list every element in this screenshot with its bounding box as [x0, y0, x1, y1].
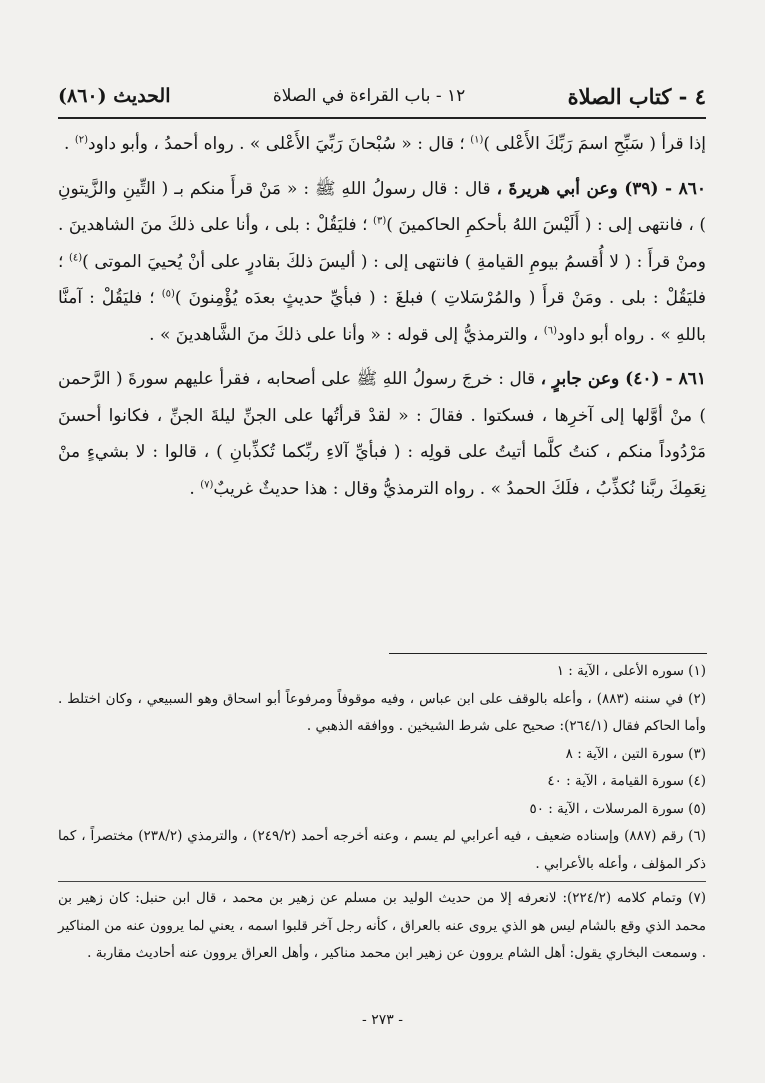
hadith-number: ٨٦٠ - (٣٩) وعن أبي هريرةَ ،	[496, 178, 706, 199]
footnote-ref: (٣)	[373, 215, 387, 227]
paragraph-continuation	[58, 126, 706, 163]
footnotes	[58, 658, 706, 968]
footnote-ref: (٧)	[200, 478, 214, 490]
hadith-861	[58, 361, 706, 507]
main-text	[58, 126, 706, 507]
footnote-1: (١) سوره الأعلى ، الآية : ١	[556, 663, 706, 679]
footnote-5: (٥) سورة المرسلات ، الآية : ٥٠	[529, 800, 706, 817]
footnote-ref: (٥)	[161, 288, 175, 300]
text-segment: .	[64, 134, 75, 154]
text-segment: قال : قال رسولُ اللهِ ﷺ : « مَنْ قرأَ منكم بـ ( التِّينِ والزَّيتونِ ) ، فانتهى إلى : ( أَلَيْسَ اللهُ بأحكمِ الحاكمينَ )	[58, 178, 706, 235]
book-title: ٤ - كتاب الصلاة	[567, 83, 706, 109]
chapter-title: ١٢ - باب القراءة في الصلاة	[272, 86, 466, 106]
text-segment: .	[189, 478, 201, 499]
footnote-3: (٣) سورة التين ، الآية : ٨	[565, 745, 706, 762]
footnote-ref: (١)	[470, 134, 484, 146]
text-segment: ؛ فليَقُلْ : آمنَّا باللهِ » . رواه أبو داود	[58, 288, 706, 345]
footnote-2: (٢) في سننه (٨٨٣) ، وأعله بالوقف على ابن عباس ، وفيه موقوفاً ومرفوعاً أبو اسحاق وهو السبيعي ، وكان اختلط . وأما الحاكم فقال (٢٦٤/١): صحيح على شرط الشيخين . ووافقه الذهبي .	[58, 690, 706, 734]
footnote-4: (٤) سورة القيامة ، الآية : ٤٠	[547, 773, 706, 789]
hadith-label: الحديث (٨٦٠)	[58, 85, 171, 107]
hadith-number: ٨٦١ - (٤٠) وعن جابرٍ ،	[540, 369, 706, 389]
text-segment: قال : خرجَ رسولُ اللهِ ﷺ على أصحابه ، فقرأ عليهم سورةَ ( الرَّحمن ) منْ أوَّلها إلى آخرِها ، فسكتوا . فقالَ : « لقدْ قرأتُها على الجنِّ ليلةَ الجنِّ ، فكانوا أحسنَ مَرْدُوداً منكم ، كنتُ كلَّما أتيتُ على قولِه : ( فبأيِّ آلاءِ ربِّكما تُكذِّبانِ ) ، قالوا : لا بشيءٍ منْ نِعَمِكَ ربَّنا نُكذِّبُ ، فلَكَ الحمدُ » . رواه الترمذيُّ وقال : هذا حديثٌ غريبٌ	[58, 369, 706, 499]
footnote-rule	[389, 653, 707, 654]
footnote-ref: (٦)	[543, 324, 557, 336]
running-header	[58, 78, 706, 114]
text-segment: إذا قرأ ( سَبِّحِ اسمَ رَبِّكَ الأَعْلى )	[483, 134, 706, 154]
footnote-separator	[58, 881, 706, 882]
text-segment: ، والترمذيُّ إلى قوله : « وأنا على ذلكَ منَ الشَّاهدينَ » .	[149, 324, 544, 345]
header-rule	[58, 117, 706, 119]
text-segment: ؛ فليَقُلْ : بلى ، وأنا على ذلكَ منَ الشاهدينَ . ومنْ قرأَ : ( لا أُقسمُ بيومِ القيامةِ ) فانتهى إلى : ( أليسَ ذلكَ بقادرٍ على أنْ يُحييَ الموتى )	[58, 215, 706, 272]
hadith-860	[58, 171, 706, 354]
text-segment: ؛ فليَقُلْ : بلى . ومَنْ قرأَ ( والمُرْسَلاتِ ) فبلغَ : ( فبأيِّ حديثٍ بعدَه يُؤْمِنونَ )	[58, 251, 706, 308]
page-number: - ٢٧٣ -	[362, 1012, 403, 1028]
footnote-ref: (٤)	[68, 251, 83, 263]
footnote-6: (٦) رقم (٨٨٧) وإسناده ضعيف ، فيه أعرابي لم يسم ، وعنه أخرجه أحمد (٢٤٩/٢) ، والترمذي (٢٣٨/٢) مختصراً ، كما ذكر المؤلف ، وأعله بالأعرابي .	[58, 828, 706, 872]
text-segment: ؛ قال : « سُبْحانَ رَبِّيَ الأَعْلى » . رواه أحمدُ ، وأبو داود	[88, 134, 471, 154]
footnote-7: (٧) وتمام كلامه (٢٢٤/٢): لانعرفه إلا من حديث الوليد بن مسلم عن زهير بن محمد ، قال ابن حنبل: كان زهير بن محمد الذي وقع بالشام ليس هو الذي يروى عنه بالعراق ، كأنه رجل آخر قلبوا اسمه ، يعني لما يروون عنه من المناكير . وسمعت البخاري يقول: أهل الشام يروون عن زهير ابن محمد مناكير ، وأهل العراق يروون عنه أحاديث مقاربة .	[58, 890, 706, 961]
footnote-ref: (٢)	[74, 134, 89, 146]
